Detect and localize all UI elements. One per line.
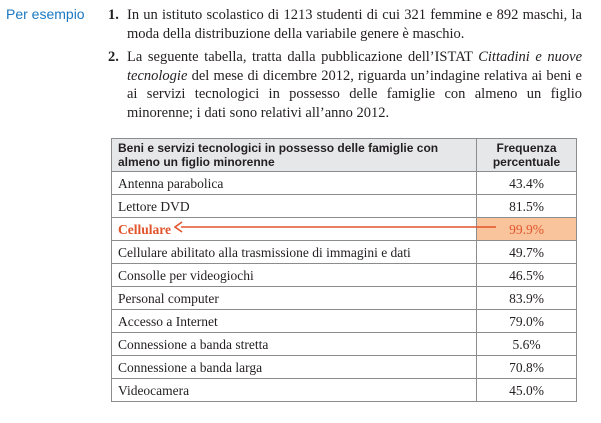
row-value: 43.4% bbox=[477, 172, 577, 195]
example-item-1 bbox=[108, 6, 582, 43]
row-value: 46.5% bbox=[477, 264, 577, 287]
row-name: Antenna parabolica bbox=[112, 172, 477, 195]
row-value: 79.0% bbox=[477, 310, 577, 333]
row-value: 83.9% bbox=[477, 287, 577, 310]
row-name: Personal computer bbox=[112, 287, 477, 310]
row-name: Lettore DVD bbox=[112, 195, 477, 218]
table-row bbox=[112, 241, 577, 264]
table-row bbox=[112, 264, 577, 287]
example-item-2 bbox=[108, 48, 582, 122]
column-header-frequency: Frequenza percentuale bbox=[477, 139, 577, 172]
section-label: Per esempio bbox=[6, 6, 85, 22]
item-text bbox=[127, 48, 582, 122]
row-value-highlighted: 99.9% bbox=[477, 218, 577, 241]
row-value: 49.7% bbox=[477, 241, 577, 264]
item-number: 1. bbox=[108, 7, 119, 23]
data-table bbox=[111, 138, 577, 402]
table-row bbox=[112, 287, 577, 310]
row-value: 70.8% bbox=[477, 356, 577, 379]
item-text-part: del mese di dicembre 2012, riguarda un’indagine relativa ai beni e ai servizi tecnologici in possesso delle famiglie con almeno un figlio minorenne; i dati sono relativi all’anno 2012. bbox=[127, 67, 582, 121]
row-name: Cellulare bbox=[112, 218, 477, 241]
row-value: 45.0% bbox=[477, 379, 577, 402]
table-row bbox=[112, 379, 577, 402]
table-row bbox=[112, 195, 577, 218]
table-row bbox=[112, 172, 577, 195]
row-name: Consolle per videogiochi bbox=[112, 264, 477, 287]
row-name: Connessione a banda larga bbox=[112, 356, 477, 379]
row-name: Accesso a Internet bbox=[112, 310, 477, 333]
table-row bbox=[112, 310, 577, 333]
publication-title: Cittadini e nuove tecnologie bbox=[127, 49, 583, 84]
row-value: 81.5% bbox=[477, 195, 577, 218]
table-header-row bbox=[112, 139, 577, 172]
item-text: In un istituto scolastico di 1213 studenti di cui 321 femmine e 892 maschi, la moda della distribuzione della variabile genere è maschio. bbox=[127, 7, 582, 42]
row-name: Connessione a banda stretta bbox=[112, 333, 477, 356]
highlight-arrow-icon bbox=[173, 221, 496, 233]
table-row bbox=[112, 356, 577, 379]
row-name: Videocamera bbox=[112, 379, 477, 402]
item-number: 2. bbox=[108, 49, 119, 65]
column-header-goods: Beni e servizi tecnologici in possesso delle famiglie con almeno un figlio minorenne bbox=[112, 139, 477, 172]
item-text-part: La seguente tabella, tratta dalla pubblicazione dell’ISTAT bbox=[127, 49, 479, 65]
row-value: 5.6% bbox=[477, 333, 577, 356]
table-row bbox=[112, 333, 577, 356]
row-name: Cellulare abilitato alla trasmissione di immagini e dati bbox=[112, 241, 477, 264]
